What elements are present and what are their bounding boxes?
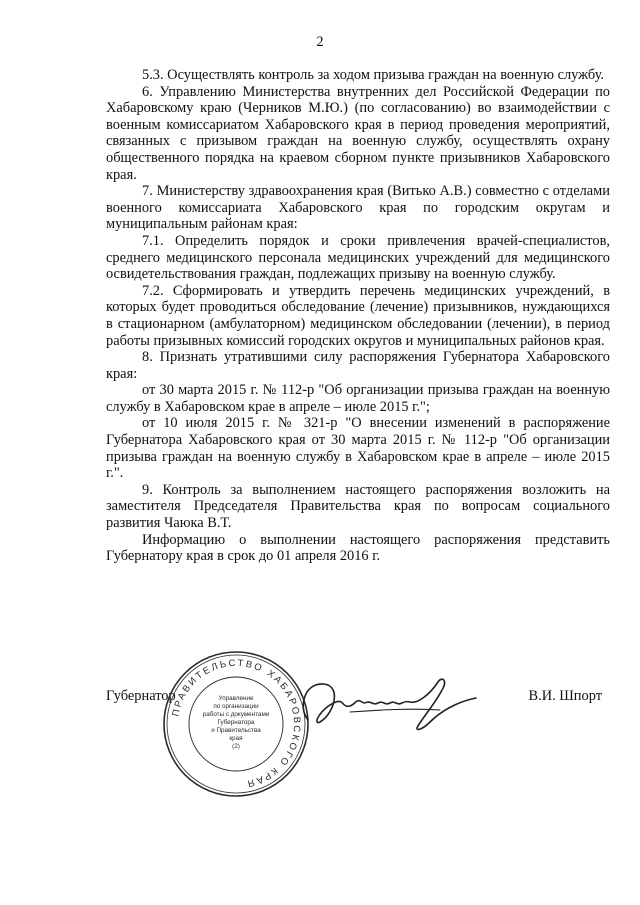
paragraph-8: 8. Признать утратившими силу распоряжения Губернатора Хабаровского края: (106, 349, 610, 382)
stamp-line-7: (2) (232, 743, 240, 750)
paragraph-8-item-2: от 10 июля 2015 г. № 321-р "О внесении изменений в распоряжение Губернатора Хабаровского края от 30 марта 2015 г. № 112-р "Об организации призыва граждан на военную службу в Хабаровском крае в апреле – июле 2015 г.". (106, 415, 610, 482)
stamp-ring-text: ПРАВИТЕЛЬСТВО ХАБАРОВСКОГО КРАЯ (170, 657, 303, 790)
stamp-line-5: и Правительства (211, 727, 261, 734)
page-number: 2 (316, 34, 324, 50)
stamp-line-2: по организации (213, 703, 259, 710)
paragraph-7-1: 7.1. Определить порядок и сроки привлечения врачей-специалистов, среднего медицинского персонала медицинских учреждений для медицинского освидетельствования граждан, подлежащих призыву на военную службу. (106, 232, 610, 283)
signatory-name: В.И. Шпорт (528, 688, 602, 704)
stamp-line-1: Управление (218, 695, 254, 702)
paragraph-report: Информацию о выполнении настоящего распоряжения представить Губернатору края в срок до 01 апреля 2016 г. (106, 531, 610, 565)
paragraph-8-item-1: от 30 марта 2015 г. № 112-р "Об организации призыва граждан на военную службу в Хабаровском крае в апреле – июле 2015 г."; (106, 382, 610, 415)
stamp-line-6: края (229, 735, 243, 742)
paragraph-7: 7. Министерству здравоохранения края (Витько А.В.) совместно с отделами военного комиссариата Хабаровского края по городским округам и муниципальным районам края: (106, 183, 610, 233)
stamp-line-3: работы с документами (202, 711, 270, 718)
paragraph-7-2: 7.2. Сформировать и утвердить перечень медицинских учреждений, в которых будет проводиться обследование (лечение) призывников, нуждающихся в стационарном (амбулаторном) медицинском обследовании (лечении), в период работы призывных комиссий городских округов и муниципальных районов края. (106, 282, 610, 349)
signatory-position: Губернатор (106, 688, 176, 704)
document-body (106, 67, 610, 565)
stamp-line-4: Губернатора (217, 719, 255, 726)
paragraph-6: 6. Управлению Министерства внутренних дел Российской Федерации по Хабаровскому краю (Черников М.Ю.) (по согласованию) во взаимодействии с военным комиссариатом Хабаровского края в период проведения мероприятий, связанных с призывом граждан на военную службу, осуществлять охрану общественного порядка на краевом сборном пункте призывников Хабаровского края. (106, 83, 610, 183)
official-stamp (162, 650, 310, 798)
paragraph-5-3: 5.3. Осуществлять контроль за ходом призыва граждан на военную службу. (142, 67, 605, 83)
handwritten-signature (290, 668, 480, 738)
paragraph-9: 9. Контроль за выполнением настоящего распоряжения возложить на заместителя Председателя Правительства края по вопросам социального развития Чаюка В.Т. (106, 481, 610, 532)
